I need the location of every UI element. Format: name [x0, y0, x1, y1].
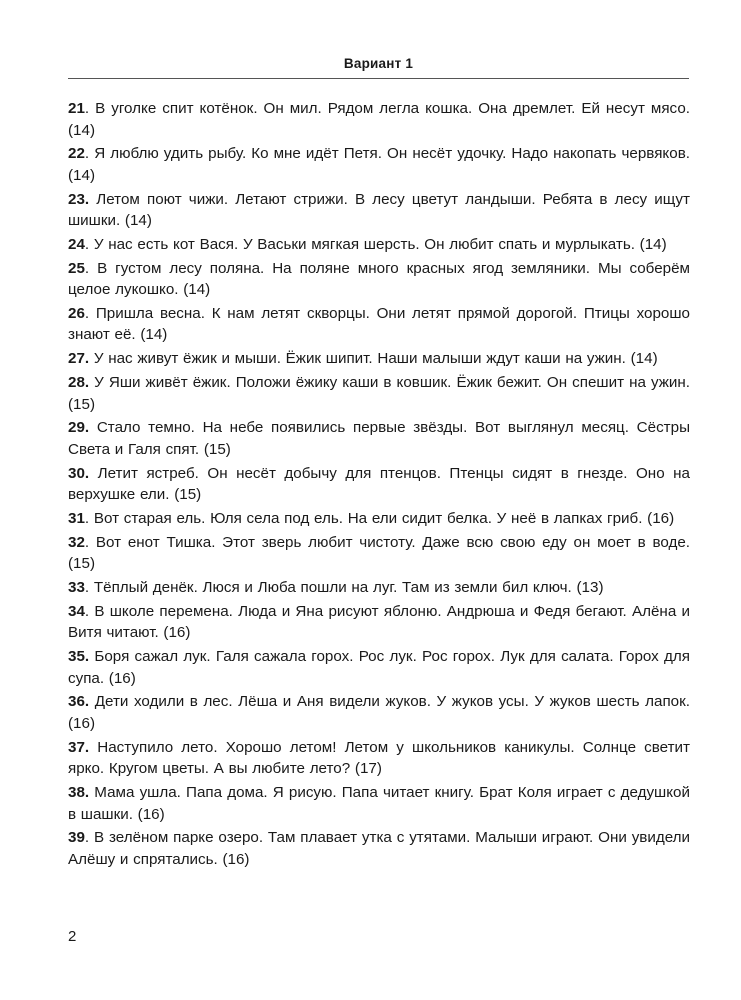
exercise-item	[68, 737, 690, 780]
exercise-text: У нас живут ёжик и мыши. Ёжик шипит. Наши малыши ждут каши на ужин. (14)	[93, 350, 658, 368]
exercise-number: 33	[68, 579, 85, 597]
exercise-number: 21	[68, 100, 85, 117]
exercise-number: 23.	[68, 190, 90, 208]
exercise-separator: .	[84, 533, 96, 551]
exercise-item	[68, 303, 690, 346]
exercise-number: 36.	[68, 693, 90, 711]
exercise-text: Стало темно. На небе появились первые звёзды. Вот выглянул месяц. Сёстры Света и Галя спят. (15)	[68, 419, 690, 458]
exercise-list	[68, 98, 690, 873]
exercise-item	[68, 508, 690, 530]
exercise-separator: .	[84, 259, 98, 277]
exercise-item	[68, 601, 690, 644]
exercise-separator: .	[84, 145, 95, 163]
exercise-separator: .	[84, 304, 96, 322]
exercise-number: 38.	[68, 784, 90, 802]
exercise-item	[68, 532, 690, 575]
exercise-item	[68, 234, 690, 256]
exercise-item	[68, 143, 690, 186]
exercise-text: Наступило лето. Хорошо летом! Летом у школьников каникулы. Солнце светит ярко. Кругом цветы. А вы любите лето? (17)	[68, 738, 690, 778]
exercise-separator: .	[84, 100, 96, 117]
exercise-number: 32	[68, 533, 85, 551]
exercise-item	[68, 691, 690, 734]
exercise-number: 37.	[68, 738, 90, 756]
exercise-text: Летом поют чижи. Летают стрижи. В лесу цветут ландыши. Ребята в лесу ищут шишки. (14)	[68, 190, 690, 230]
exercise-number: 24	[68, 235, 85, 253]
exercise-item	[68, 189, 690, 232]
exercise-number: 27.	[68, 350, 90, 368]
exercise-item	[68, 463, 690, 506]
exercise-text: У Яши живёт ёжик. Положи ёжику каши в ковшик. Ёжик бежит. Он спешит на ужин. (15)	[68, 374, 690, 413]
exercise-text: В зелёном парке озеро. Там плавает утка с утятами. Малыши играют. Они увидели Алёшу и спрятались. (16)	[68, 829, 690, 868]
exercise-number: 30.	[68, 464, 90, 482]
exercise-item	[68, 372, 690, 415]
exercise-item	[68, 646, 690, 689]
exercise-item	[68, 827, 690, 870]
exercise-item	[68, 417, 690, 460]
exercise-text: Дети ходили в лес. Лёша и Аня видели жуков. У жуков усы. У жуков шесть лапок. (16)	[68, 693, 690, 732]
exercise-number: 34	[68, 602, 85, 620]
exercise-text: Мама ушла. Папа дома. Я рисую. Папа читает книгу. Брат Коля играет с дедушкой в шашки. (16)	[68, 784, 690, 823]
exercise-item	[68, 782, 690, 825]
exercise-text: У нас есть кот Вася. У Васьки мягкая шерсть. Он любит спать и мурлыкать. (14)	[93, 235, 667, 253]
exercise-separator: .	[84, 829, 94, 847]
exercise-text: В густом лесу поляна. На поляне много красных ягод земляники. Мы соберём целое лукошко. (14)	[68, 259, 690, 299]
exercise-text: Я люблю удить рыбу. Ко мне идёт Петя. Он несёт удочку. Надо накопать червяков. (14)	[68, 145, 690, 184]
exercise-item	[68, 98, 690, 141]
exercise-number: 29.	[68, 419, 90, 437]
exercise-item	[68, 577, 690, 599]
exercise-separator	[89, 419, 97, 436]
exercise-text: Тёплый денёк. Люся и Люба пошли на луг. Там из земли бил ключ. (13)	[93, 579, 604, 597]
exercise-text: Пришла весна. К нам летят скворцы. Они летят прямой дорогой. Птицы хорошо знают её. (14)	[68, 304, 690, 344]
exercise-separator: .	[84, 509, 94, 527]
exercise-text: В уголке спит котёнок. Он мил. Рядом легла кошка. Она дремлет. Ей несут мясо. (14)	[68, 100, 690, 139]
exercise-text: Вот енот Тишка. Этот зверь любит чистоту. Даже всю свою еду он моет в воде. (15)	[68, 533, 690, 573]
exercise-number: 31	[68, 509, 85, 527]
exercise-number: 26	[68, 304, 85, 322]
exercise-item	[68, 348, 690, 370]
exercise-text: Вот старая ель. Юля села под ель. На ели сидит белка. У неё в лапках гриб. (16)	[93, 509, 675, 527]
exercise-number: 39	[68, 829, 85, 847]
page-number: 2	[68, 928, 77, 945]
exercise-number: 25	[68, 259, 85, 277]
exercise-text: Боря сажал лук. Галя сажала горох. Рос лук. Рос горох. Лук для салата. Горох для супа. (16)	[68, 648, 690, 687]
exercise-number: 22	[68, 145, 85, 163]
exercise-item	[68, 258, 690, 301]
exercise-separator: .	[84, 579, 94, 597]
variant-title: Вариант 1	[343, 56, 414, 71]
exercise-number: 35.	[68, 648, 90, 666]
exercise-number: 28.	[68, 374, 90, 392]
exercise-text: Летит ястреб. Он несёт добычу для птенцов. Птенцы сидят в гнезде. Оно на верхушке ели. (15)	[68, 464, 690, 504]
exercise-separator: .	[84, 235, 94, 253]
exercise-separator	[89, 465, 98, 482]
page-header	[68, 52, 689, 79]
exercise-text: В школе перемена. Люда и Яна рисуют яблоню. Андрюша и Федя бегают. Алёна и Витя читают. (16)	[68, 602, 690, 642]
exercise-separator: .	[84, 602, 95, 620]
